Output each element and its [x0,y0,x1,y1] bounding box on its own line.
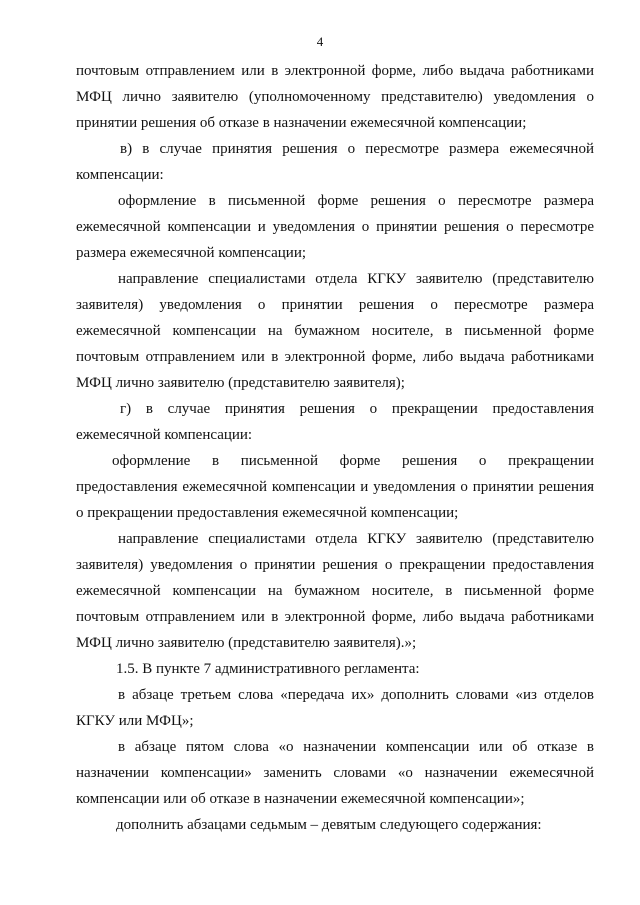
text-line: МФЦ лично заявителю (представителю заявителя).»; [76,635,417,651]
text-line: ежемесячной компенсации на бумажном носителе, в письменной форме [76,323,594,339]
text-line: ежемесячной компенсации и уведомления о принятии решения о пересмотре [76,219,594,235]
text-line: г) в случае принятия решения о прекращении предоставления [120,401,594,417]
text-line: оформление в письменной форме решения о прекращении [112,453,594,469]
text-line: о прекращении предоставления ежемесячной компенсации; [76,505,459,521]
text-line: МФЦ лично заявителю (представителю заявителя); [76,375,405,391]
text-line: компенсации или об отказе в назначении ежемесячной компенсации»; [76,791,525,807]
text-line: заявителя) уведомления о принятии решения о прекращении предоставления [76,557,594,573]
text-line: ежемесячной компенсации: [76,427,253,443]
text-line: в) в случае принятия решения о пересмотре размера ежемесячной [120,141,594,157]
text-line: 1.5. В пункте 7 административного регламента: [116,661,420,677]
text-line: КГКУ или МФЦ»; [76,713,194,729]
text-line: почтовым отправлением или в электронной форме, либо выдача работниками [76,609,594,625]
text-line: направление специалистами отдела КГКУ заявителю (представителю [118,531,594,547]
page-number: 4 [316,34,324,49]
text-line: принятии решения об отказе в назначении ежемесячной компенсации; [76,115,527,131]
text-line: в абзаце пятом слова «о назначении компенсации или об отказе в [118,739,594,755]
text-line: размера ежемесячной компенсации; [76,245,307,261]
text-line: почтовым отправлением или в электронной форме, либо выдача работниками [76,349,594,365]
text-line: почтовым отправлением или в электронной форме, либо выдача работниками [76,63,594,79]
text-line: компенсации: [76,167,164,183]
text-line: назначении компенсации» заменить словами «о назначении ежемесячной [76,765,594,781]
document-body [76,58,594,838]
text-line: направление специалистами отдела КГКУ заявителю (представителю [118,271,594,287]
text-line: МФЦ лично заявителю (уполномоченному представителю) уведомления о [76,89,594,105]
text-line: заявителя) уведомления о принятии решения о пересмотре размера [76,297,594,313]
text-line: предоставления ежемесячной компенсации и уведомления о принятии решения [76,479,594,495]
text-line: оформление в письменной форме решения о пересмотре размера [118,193,594,209]
text-line: ежемесячной компенсации на бумажном носителе, в письменной форме [76,583,594,599]
text-line: в абзаце третьем слова «передача их» дополнить словами «из отделов [118,687,594,703]
text-line: дополнить абзацами седьмым – девятым следующего содержания: [116,817,542,833]
